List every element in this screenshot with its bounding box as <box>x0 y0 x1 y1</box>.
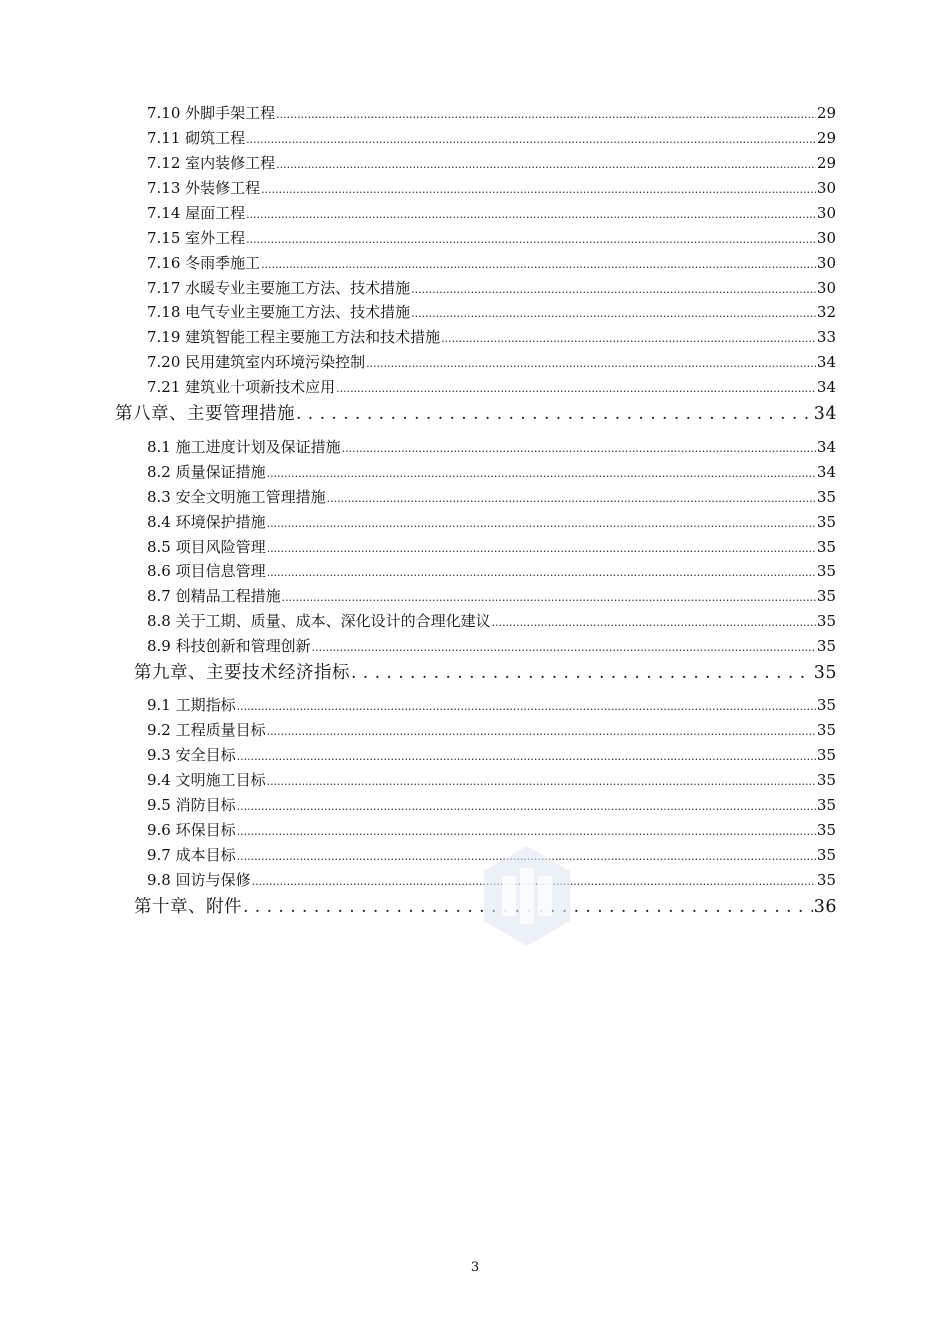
toc-entry-7-18[interactable] <box>147 301 836 322</box>
toc-entry-page: 30 <box>816 229 836 247</box>
toc-entry-8-1[interactable] <box>147 436 836 457</box>
toc-entry-7-21[interactable] <box>147 376 836 397</box>
toc-chapter-label: 第十章、附件 <box>134 897 242 917</box>
toc-entry-7-11[interactable] <box>147 127 836 148</box>
toc-entry-label: 7.17 水暖专业主要施工方法、技术措施 <box>147 279 411 297</box>
dot-leader <box>237 821 816 839</box>
toc-entry-page: 30 <box>816 254 836 272</box>
toc-entry-7-15[interactable] <box>147 227 836 248</box>
dot-leader <box>237 696 816 714</box>
dot-leader <box>267 538 816 556</box>
toc-entry-page: 35 <box>816 562 836 580</box>
toc-entry-page: 30 <box>816 279 836 297</box>
logo-watermark-icon <box>484 846 570 946</box>
dot-leader <box>282 587 816 605</box>
toc-entry-8-3[interactable] <box>147 486 836 507</box>
dot-leader <box>336 378 816 396</box>
dot-leader <box>261 254 816 272</box>
toc-entry-page: 35 <box>816 538 836 556</box>
dot-leader <box>246 229 816 247</box>
toc-entry-label: 7.20 民用建筑室内环境污染控制 <box>147 353 366 371</box>
toc-entry-page: 29 <box>816 104 836 122</box>
toc-entry-label: 7.19 建筑智能工程主要施工方法和技术措施 <box>147 328 441 346</box>
toc-entry-page: 34 <box>816 378 836 396</box>
toc-entry-page: 33 <box>816 328 836 346</box>
toc-entry-page: 35 <box>816 587 836 605</box>
dot-leader <box>267 513 816 531</box>
toc-entry-label: 8.3 安全文明施工管理措施 <box>147 488 326 506</box>
toc-entry-label: 8.4 环境保护措施 <box>147 513 266 531</box>
toc-entry-label: 8.5 项目风险管理 <box>147 538 266 556</box>
toc-entry-8-4[interactable] <box>147 511 836 532</box>
toc-entry-label: 7.21 建筑业十项新技术应用 <box>147 378 336 396</box>
toc-entry-7-13[interactable] <box>147 177 836 198</box>
toc-entry-page: 35 <box>816 488 836 506</box>
toc-chapter-8[interactable] <box>115 400 837 425</box>
toc-entry-page: 35 <box>816 612 836 630</box>
toc-entry-7-16[interactable] <box>147 252 836 273</box>
page-number: 3 <box>470 1260 480 1275</box>
toc-entry-label: 9.4 文明施工目标 <box>147 771 266 789</box>
toc-entry-8-2[interactable] <box>147 461 836 482</box>
toc-entry-page: 35 <box>816 637 836 655</box>
toc-entry-page: 34 <box>816 438 836 456</box>
toc-entry-page: 34 <box>816 353 836 371</box>
toc-entry-label: 8.7 创精品工程措施 <box>147 587 281 605</box>
toc-entry-8-5[interactable] <box>147 536 836 557</box>
toc-entry-7-17[interactable] <box>147 277 836 298</box>
toc-entry-label: 9.6 环保目标 <box>147 821 236 839</box>
toc-entry-label: 9.8 回访与保修 <box>147 871 251 889</box>
toc-entry-label: 7.10 外脚手架工程 <box>147 104 276 122</box>
toc-entry-9-5[interactable] <box>147 794 836 815</box>
toc-entry-page: 35 <box>816 821 836 839</box>
toc-chapter-label: 第八章、主要管理措施 <box>115 404 295 424</box>
toc-entry-page: 32 <box>816 303 836 321</box>
toc-entry-8-9[interactable] <box>147 635 836 656</box>
toc-entry-label: 7.15 室外工程 <box>147 229 246 247</box>
toc-chapter-page: 35 <box>813 663 837 683</box>
dot-leader <box>276 154 816 172</box>
toc-entry-9-2[interactable] <box>147 719 836 740</box>
toc-entry-7-10[interactable] <box>147 102 836 123</box>
toc-entry-label: 8.1 施工进度计划及保证措施 <box>147 438 341 456</box>
toc-entry-page: 35 <box>816 846 836 864</box>
toc-entry-7-20[interactable] <box>147 351 836 372</box>
dot-leader <box>267 463 816 481</box>
toc-entry-page: 30 <box>816 204 836 222</box>
toc-entry-page: 29 <box>816 129 836 147</box>
dot-leader <box>237 746 816 764</box>
dot-leader <box>342 438 816 456</box>
toc-entry-9-3[interactable] <box>147 744 836 765</box>
dot-leader <box>246 204 816 222</box>
toc-entry-page: 35 <box>816 696 836 714</box>
dot-leader <box>351 663 813 683</box>
toc-chapter-label: 第九章、主要技术经济指标 <box>134 663 350 683</box>
toc-entry-label: 9.5 消防目标 <box>147 796 236 814</box>
toc-entry-page: 35 <box>816 871 836 889</box>
toc-entry-page: 35 <box>816 513 836 531</box>
toc-entry-7-12[interactable] <box>147 152 836 173</box>
toc-entry-page: 30 <box>816 179 836 197</box>
toc-entry-8-6[interactable] <box>147 560 836 581</box>
toc-entry-7-14[interactable] <box>147 202 836 223</box>
toc-entry-label: 8.2 质量保证措施 <box>147 463 266 481</box>
toc-entry-label: 7.13 外装修工程 <box>147 179 261 197</box>
toc-entry-8-7[interactable] <box>147 585 836 606</box>
dot-leader <box>276 104 816 122</box>
toc-chapter-page: 34 <box>813 404 837 424</box>
toc-entry-9-1[interactable] <box>147 694 836 715</box>
dot-leader <box>441 328 816 346</box>
toc-entry-label: 7.11 砌筑工程 <box>147 129 246 147</box>
dot-leader <box>246 129 816 147</box>
dot-leader <box>492 612 816 630</box>
toc-entry-label: 8.8 关于工期、质量、成本、深化设计的合理化建议 <box>147 612 491 630</box>
dot-leader <box>327 488 816 506</box>
toc-entry-page: 35 <box>816 721 836 739</box>
toc-chapter-9[interactable] <box>134 659 837 684</box>
toc-entry-page: 35 <box>816 771 836 789</box>
dot-leader <box>261 179 816 197</box>
toc-entry-label: 9.7 成本目标 <box>147 846 236 864</box>
dot-leader <box>296 404 813 424</box>
dot-leader <box>237 796 816 814</box>
toc-entry-label: 8.6 项目信息管理 <box>147 562 266 580</box>
dot-leader <box>267 721 816 739</box>
toc-entry-label: 9.2 工程质量目标 <box>147 721 266 739</box>
toc-entry-7-19[interactable] <box>147 326 836 347</box>
toc-entry-page: 29 <box>816 154 836 172</box>
dot-leader <box>366 353 816 371</box>
toc-entry-9-6[interactable] <box>147 819 836 840</box>
toc-entry-label: 8.9 科技创新和管理创新 <box>147 637 311 655</box>
toc-entry-page: 35 <box>816 796 836 814</box>
toc-entry-label: 7.12 室内装修工程 <box>147 154 276 172</box>
dot-leader <box>411 279 816 297</box>
dot-leader <box>267 562 816 580</box>
toc-entry-label: 9.3 安全目标 <box>147 746 236 764</box>
toc-entry-page: 34 <box>816 463 836 481</box>
toc-entry-8-8[interactable] <box>147 610 836 631</box>
dot-leader <box>312 637 816 655</box>
toc-entry-page: 35 <box>816 746 836 764</box>
dot-leader <box>411 303 816 321</box>
toc-entry-label: 9.1 工期指标 <box>147 696 236 714</box>
toc-chapter-page: 36 <box>813 897 837 917</box>
toc-entry-label: 7.16 冬雨季施工 <box>147 254 261 272</box>
toc-entry-label: 7.18 电气专业主要施工方法、技术措施 <box>147 303 411 321</box>
toc-entry-label: 7.14 屋面工程 <box>147 204 246 222</box>
toc-entry-9-4[interactable] <box>147 769 836 790</box>
dot-leader <box>267 771 816 789</box>
